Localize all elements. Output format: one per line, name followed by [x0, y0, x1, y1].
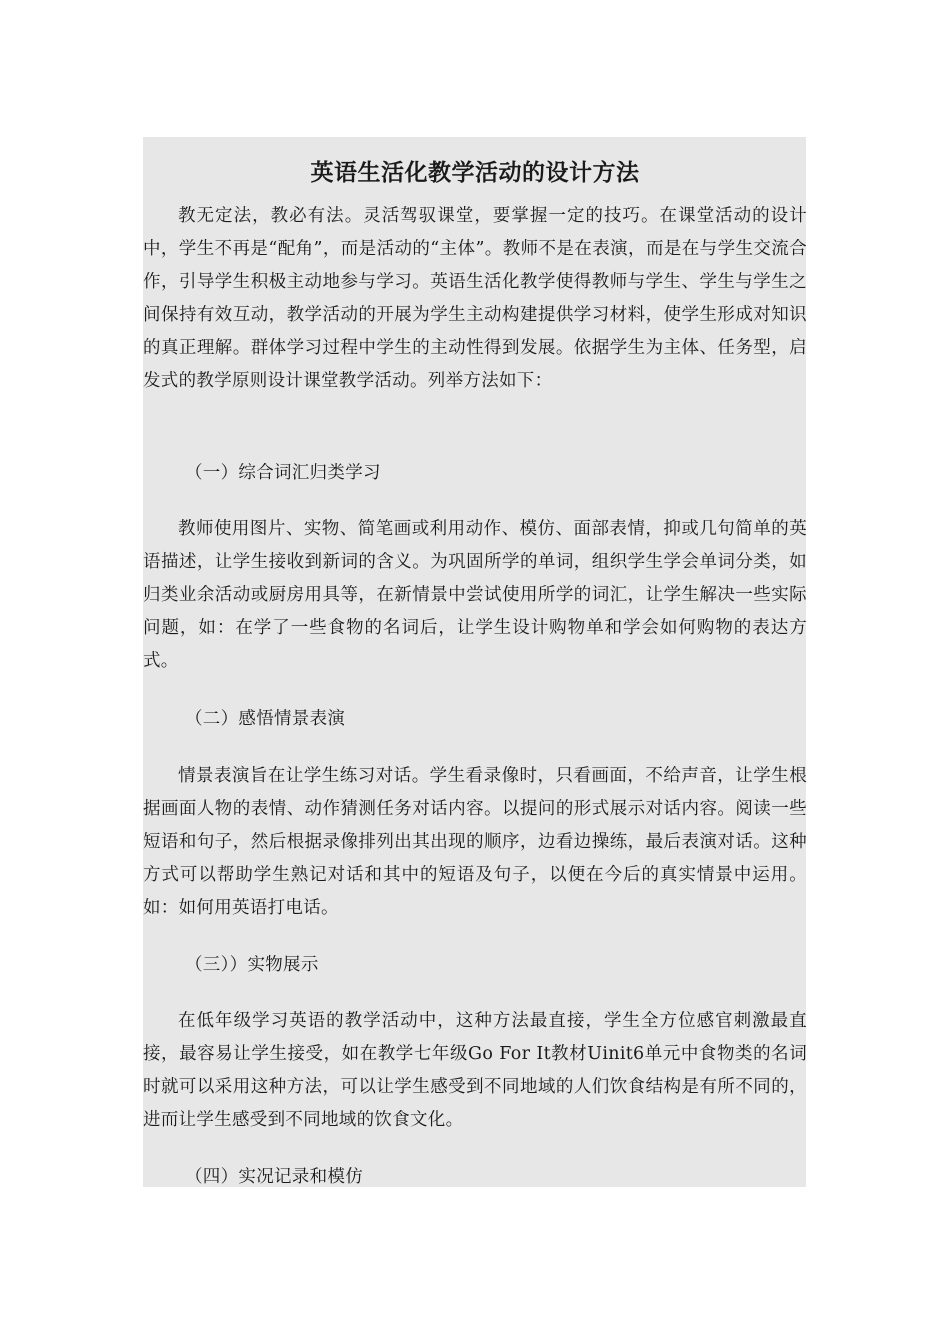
section-body-1: 教师使用图片、实物、简笔画或利用动作、模仿、面部表情，抑或几句简单的英语描述，让学生接收到新词的含义。为巩固所学的单词，组织学生学会单词分类，如归类业余活动或厨房用具等，在新情景中尝试使用所学的词汇，让学生解决一些实际问题，如：在学了一些食物的名词后，让学生设计购物单和学会如何购物的表达方式。: [143, 519, 807, 671]
document-title: 英语生活化教学活动的设计方法: [310, 160, 640, 187]
section-heading-1: （一）综合词汇归类学习: [185, 463, 381, 483]
section-heading-2: （二）感悟情景表演: [185, 709, 346, 729]
section-body-2: 情景表演旨在让学生练习对话。学生看录像时，只看画面，不给声音，让学生根据画面人物的表情、动作猜测任务对话内容。以提问的形式展示对话内容。阅读一些短语和句子，然后根据录像排列出其出现的顺序，边看边操练，最后表演对话。这种方式可以帮助学生熟记对话和其中的短语及句子，以便在今后的真实情景中运用。如：如何用英语打电话。: [143, 766, 807, 918]
intro-paragraph: 教无定法，教必有法。灵活驾驭课堂，要掌握一定的技巧。在课堂活动的设计中，学生不再是“配角”，而是活动的“主体”。教师不是在表演，而是在与学生交流合作，引导学生积极主动地参与学习。英语生活化教学使得教师与学生、学生与学生之间保持有效互动，教学活动的开展为学生主动构建提供学习材料，使学生形成对知识的真正理解。群体学习过程中学生的主动性得到发展。依据学生为主体、任务型，启发式的教学原则设计课堂教学活动。列举方法如下：: [143, 206, 807, 391]
section-body-3: 在低年级学习英语的教学活动中，这种方法最直接，学生全方位感官刺激最直接，最容易让学生接受，如在教学七年级Go For It教材Uinit6单元中食物类的名词时就可以采用这种方法，可以让学生感受到不同地域的人们饮食结构是有所不同的，进而让学生感受到不同地域的饮食文化。: [143, 1011, 807, 1130]
section-heading-3: （三））实物展示: [185, 955, 319, 975]
section-heading-4: （四）实况记录和模仿: [185, 1167, 363, 1187]
